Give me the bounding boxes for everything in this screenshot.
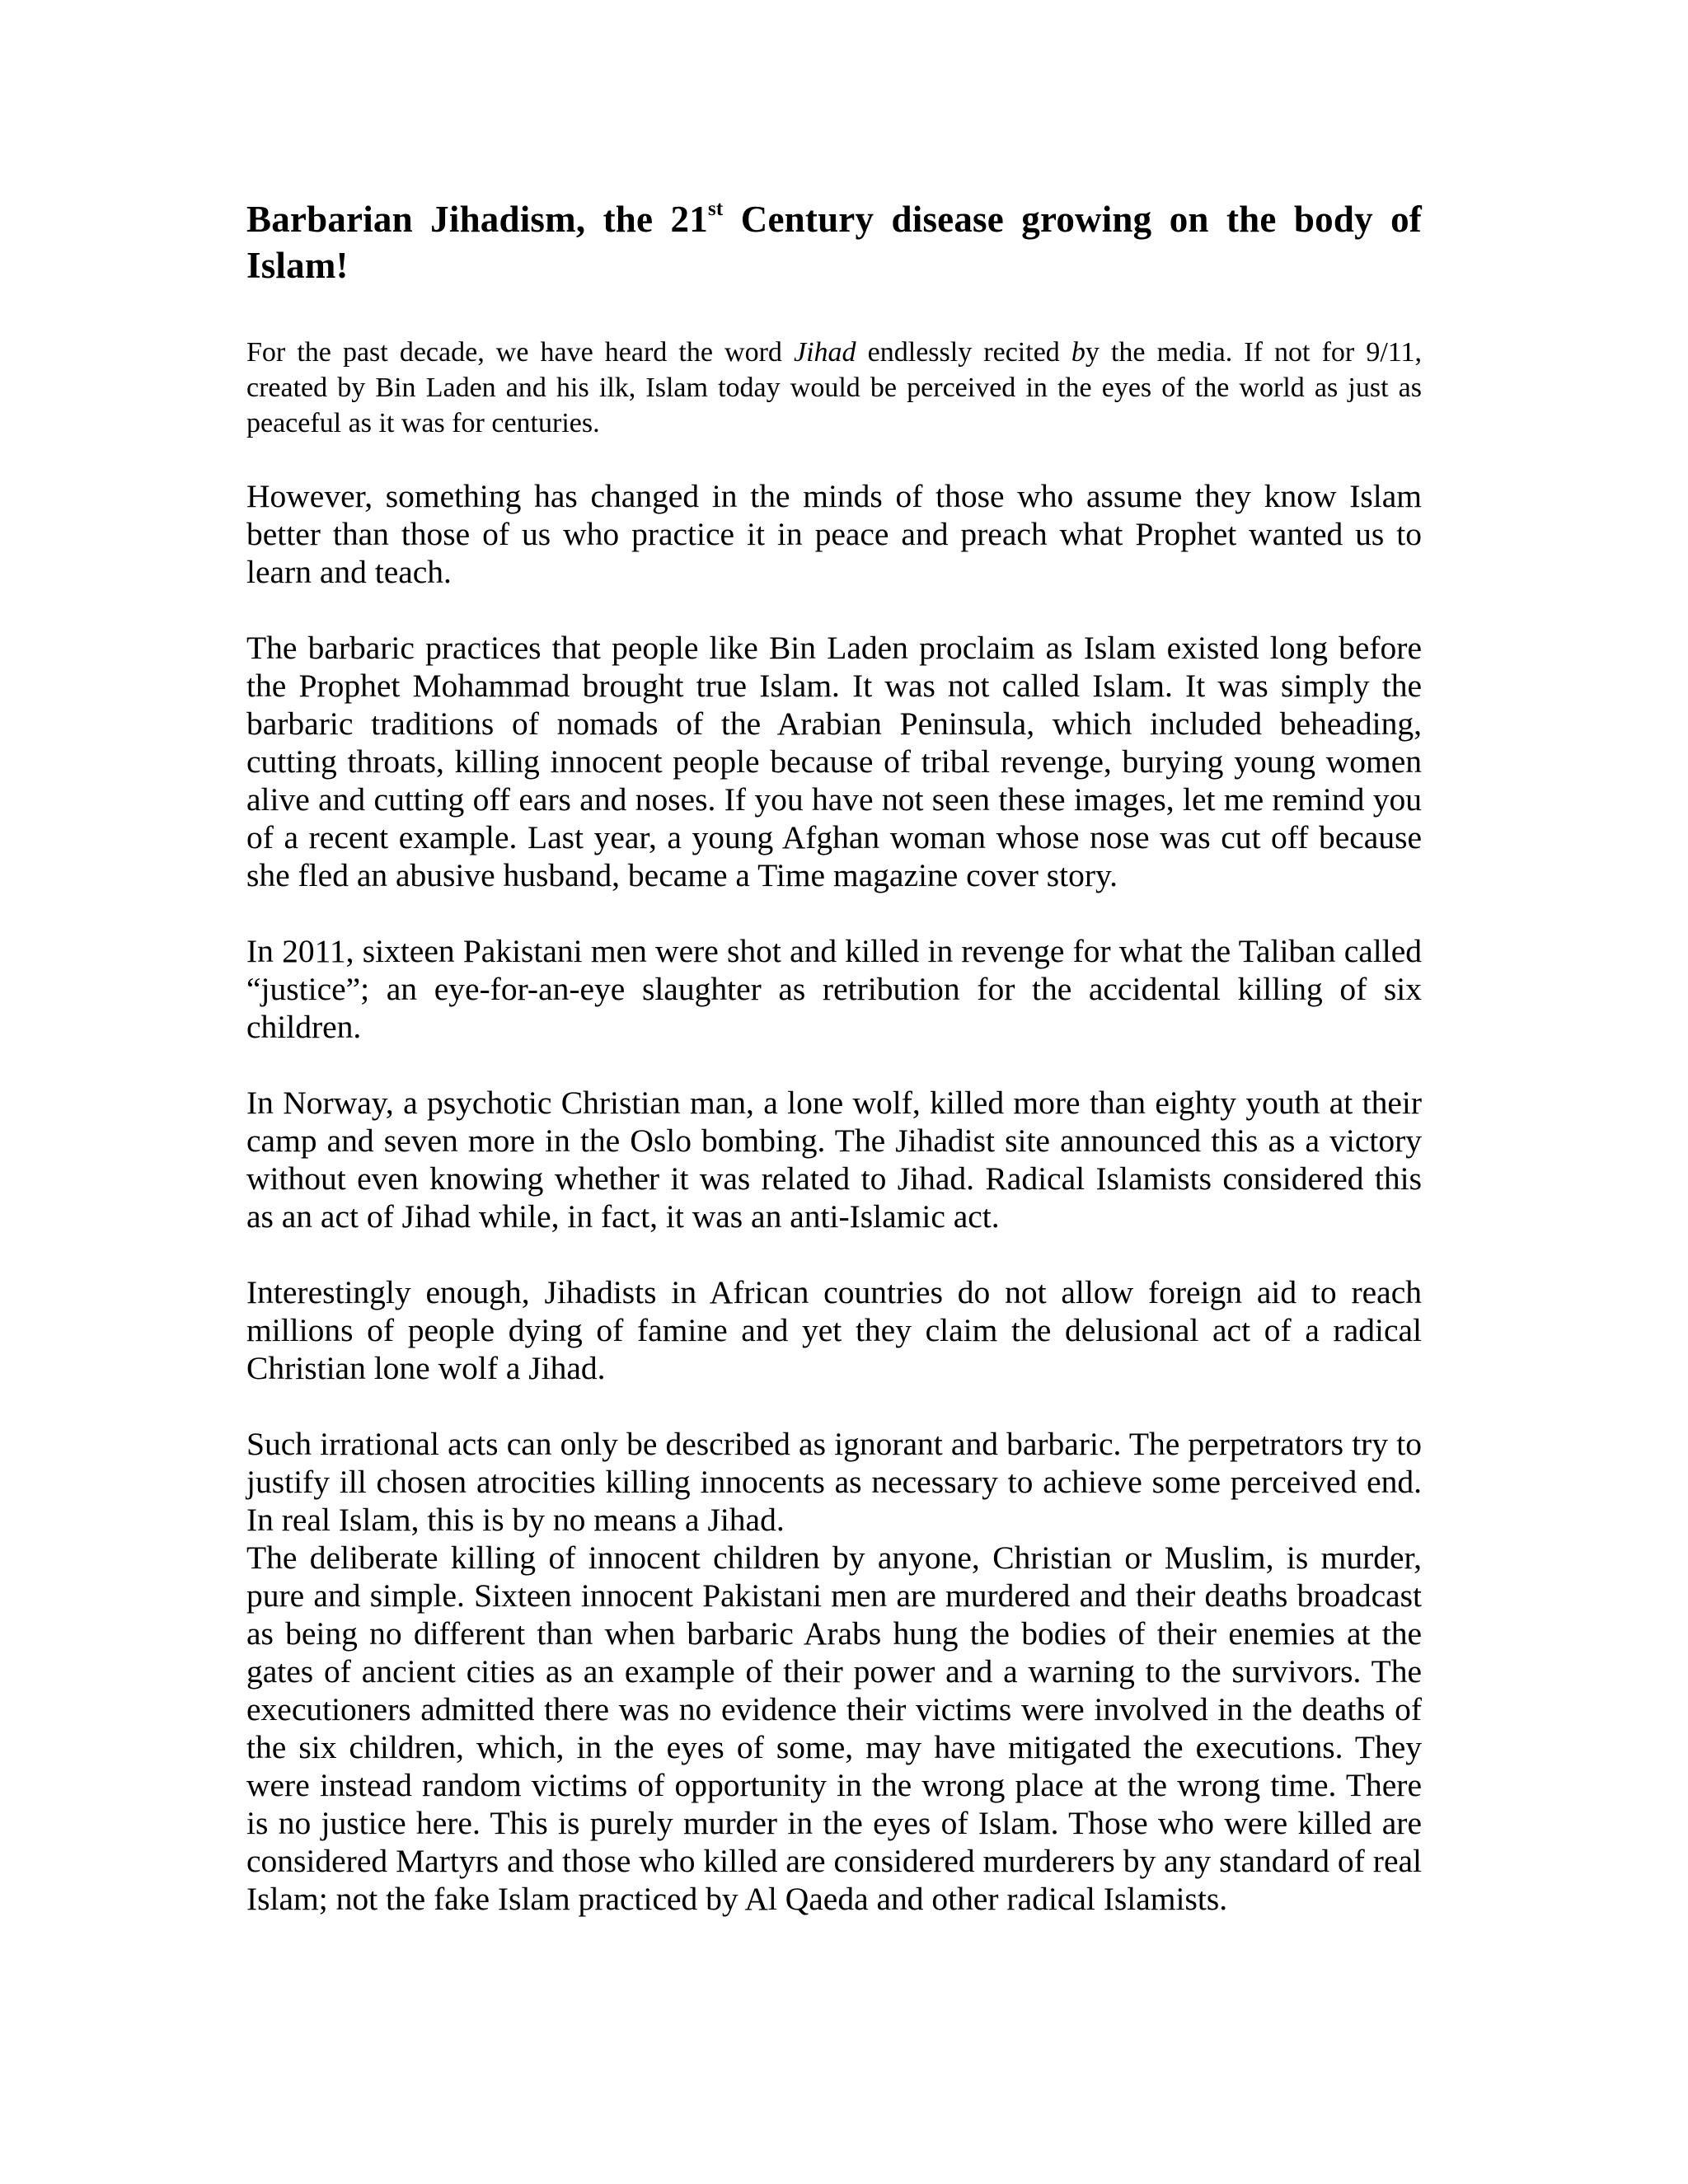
paragraph-1: However, something has changed in the minds of those who assume they know Islam better than those of us who practice it in peace and preach what Prophet wanted us to learn and teach.	[246, 478, 1422, 590]
title-text-start: Barbarian Jihadism, the 21	[246, 199, 708, 240]
document-title	[246, 196, 1422, 288]
intro-paragraph	[246, 335, 1422, 441]
intro-text-3: y the media. If not for 9/11, created by Bin Laden and his ilk, Islam today would be perceived in the eyes of the world as just as peaceful as it was for centuries.	[246, 337, 1423, 438]
intro-text-2: endlessly recited	[856, 337, 1071, 368]
title-text-end: Century disease growing on the body of Islam!	[246, 199, 1422, 286]
paragraph-5: Interestingly enough, Jihadists in African countries do not allow foreign aid to reach millions of people dying of famine and yet they claim the delusional act of a radical Christian lone wolf a Jihad.	[246, 1274, 1422, 1386]
paragraph-6: Such irrational acts can only be described as ignorant and barbaric. The perpetrators try to justify ill chosen atrocities killing innocents as necessary to achieve some perceived end. In real Islam, this is by no means a Jihad.	[246, 1426, 1422, 1538]
intro-text-1: For the past decade, we have heard the word	[246, 337, 795, 368]
document-page	[246, 196, 1422, 1956]
intro-italic-b: b	[1071, 337, 1085, 368]
paragraph-7: The deliberate killing of innocent children by anyone, Christian or Muslim, is murder, pure and simple. Sixteen innocent Pakistani men are murdered and their deaths broadcast as being no different than when barbaric Arabs hung the bodies of their enemies at the gates of ancient cities as an example of their power and a warning to the survivors. The executioners admitted there was no evidence their victims were involved in the deaths of the six children, which, in the eyes of some, may have mitigated the executions. They were instead random victims of opportunity in the wrong place at the wrong time. There is no justice here. This is purely murder in the eyes of Islam. Those who were killed are considered Martyrs and those who killed are considered murderers by any standard of real Islam; not the fake Islam practiced by Al Qaeda and other radical Islamists.	[246, 1540, 1422, 1917]
paragraph-4: In Norway, a psychotic Christian man, a lone wolf, killed more than eighty youth at their camp and seven more in the Oslo bombing. The Jihadist site announced this as a victory without even knowing whether it was related to Jihad. Radical Islamists considered this as an act of Jihad while, in fact, it was an anti-Islamic act.	[246, 1085, 1422, 1235]
intro-italic-jihad: Jihad	[794, 337, 856, 368]
paragraph-3: In 2011, sixteen Pakistani men were shot and killed in revenge for what the Taliban called “justice”; an eye-for-an-eye slaughter as retribution for the accidental killing of six children.	[246, 933, 1422, 1045]
title-superscript: st	[707, 198, 724, 220]
paragraph-2: The barbaric practices that people like Bin Laden proclaim as Islam existed long before the Prophet Mohammad brought true Islam. It was not called Islam. It was simply the barbaric traditions of nomads of the Arabian Peninsula, which included beheading, cutting throats, killing innocent people because of tribal revenge, burying young women alive and cutting off ears and noses. If you have not seen these images, let me remind you of a recent example. Last year, a young Afghan woman whose nose was cut off because she fled an abusive husband, became a Time magazine cover story.	[246, 630, 1422, 893]
